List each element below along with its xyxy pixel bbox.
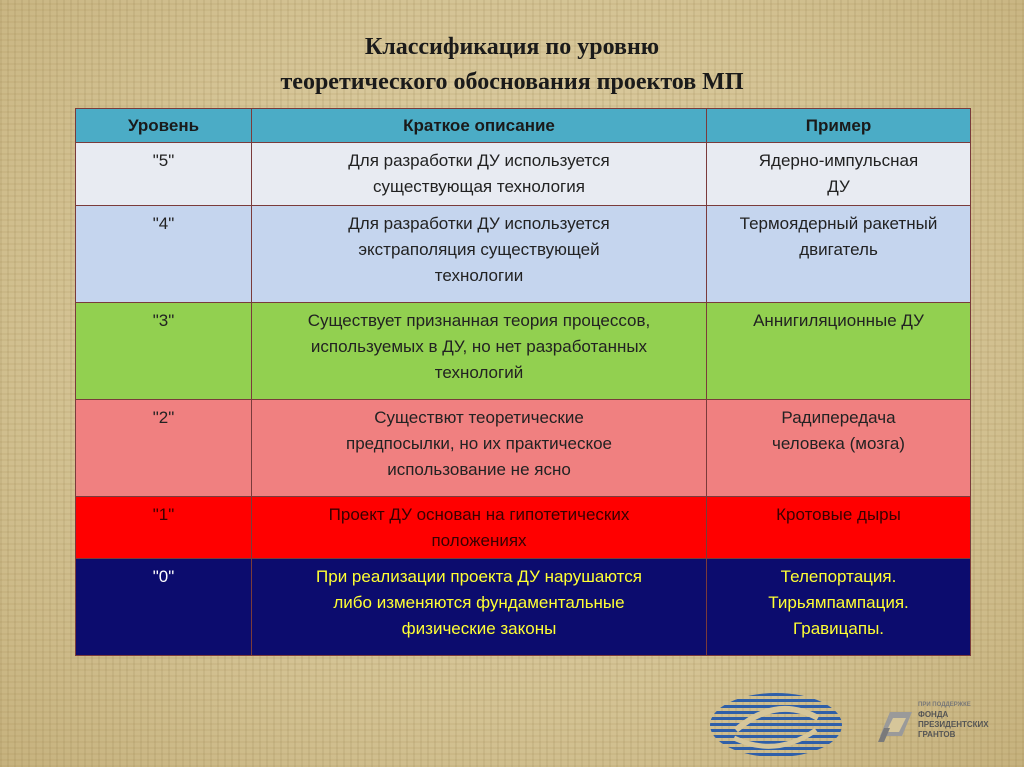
example-line: Ядерно-импульсная	[758, 151, 919, 170]
description-cell	[252, 559, 706, 642]
description-line: технологий	[434, 363, 524, 382]
example-line: Термоядерный ракетный	[739, 214, 938, 233]
description-line: используемых в ДУ, но нет разработанных	[310, 337, 648, 356]
level-cell: "4"	[152, 214, 175, 233]
description-line: физические законы	[401, 619, 557, 638]
description-cell	[252, 400, 706, 483]
table-row	[76, 497, 971, 559]
example-cell	[707, 143, 970, 200]
example-line: человека (мозга)	[772, 434, 905, 453]
description-line: предпосылки, но их практическое	[346, 434, 612, 453]
example-line: Тирьямпампация.	[768, 593, 909, 612]
example-cell	[707, 559, 970, 642]
fund-caption: ПРИ ПОДДЕРЖКЕ ФОНДА ПРЕЗИДЕНТСКИХ ГРАНТОВ	[918, 702, 989, 739]
description-line: либо изменяются фундаментальные	[333, 593, 625, 612]
description-line: положениях	[431, 531, 527, 550]
description-cell	[252, 303, 706, 386]
striped-globe-logo-icon	[706, 690, 846, 760]
description-line: экстраполяция существующей	[358, 240, 600, 259]
example-line: Телепортация.	[780, 567, 897, 586]
level-cell: "1"	[152, 505, 175, 524]
example-line: двигатель	[799, 240, 878, 259]
description-line: Существют теоретические	[374, 408, 584, 427]
example-cell	[707, 400, 970, 457]
fund-emblem-icon	[876, 706, 914, 744]
description-line: существующая технология	[373, 177, 585, 196]
description-line: Существует признанная теория процессов,	[307, 311, 651, 330]
example-line: Кротовые дыры	[776, 505, 901, 524]
description-cell	[252, 497, 706, 554]
example-line: Радипередача	[781, 408, 896, 427]
header-level: Уровень	[76, 109, 252, 143]
description-line: Для разработки ДУ используется	[348, 214, 610, 233]
fund-logo	[876, 700, 1006, 755]
level-cell: "0"	[152, 567, 175, 586]
slide-title	[0, 30, 1024, 100]
table-row	[76, 303, 971, 400]
description-line: Проект ДУ основан на гипотетических	[328, 505, 630, 524]
title-line-1: Классификация по уровню	[364, 34, 660, 60]
example-line: ДУ	[827, 177, 850, 196]
title-line-2: теоретического обоснования проектов МП	[280, 69, 744, 95]
table-row	[76, 400, 971, 497]
header-example: Пример	[707, 109, 971, 143]
example-cell	[707, 497, 970, 528]
level-cell: "5"	[152, 151, 175, 170]
description-line: Для разработки ДУ используется	[348, 151, 610, 170]
description-line: технологии	[434, 266, 524, 285]
example-line: Гравицапы.	[792, 619, 885, 638]
description-line: При реализации проекта ДУ нарушаются	[316, 567, 642, 586]
example-line: Аннигиляционные ДУ	[753, 311, 924, 330]
header-description: Краткое описание	[252, 109, 707, 143]
description-cell	[252, 143, 706, 200]
table-row	[76, 206, 971, 303]
example-cell	[707, 206, 970, 263]
table-row	[76, 143, 971, 206]
table-header-row	[76, 109, 971, 143]
table-row	[76, 559, 971, 656]
level-cell: "2"	[152, 408, 175, 427]
level-cell: "3"	[152, 311, 175, 330]
classification-table	[75, 108, 971, 656]
description-line: использование не ясно	[387, 460, 571, 479]
description-cell	[252, 206, 706, 289]
example-cell	[707, 303, 970, 334]
